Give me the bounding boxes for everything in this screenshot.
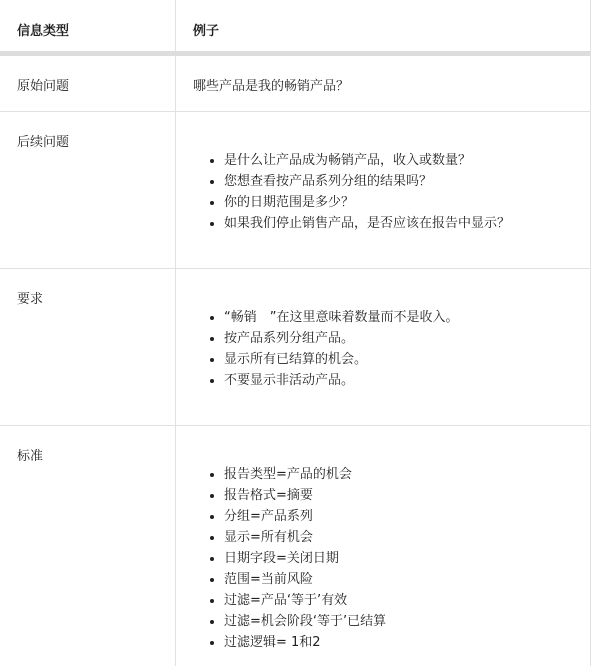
header-info-type: 信息类型 [0, 0, 176, 51]
table-row-original-question [0, 56, 590, 112]
list-item: • 日期字段=关闭日期 [224, 548, 580, 569]
row-label: 后续问题 [0, 112, 176, 268]
table-row-requirements [0, 269, 590, 426]
list-item: • 如果我们停止销售产品，是否应该在报告中显示？ [224, 213, 580, 234]
list-item: • 是什么让产品成为畅销产品，收入或数量？ [224, 150, 580, 171]
followup-list [193, 150, 580, 234]
list-item: • 显示所有已结算的机会。 [224, 349, 580, 370]
list-item: • 不要显示非活动产品。 [224, 370, 580, 391]
row-value [176, 426, 590, 666]
list-item: • 您想查看按产品系列分组的结果吗？ [224, 171, 580, 192]
list-item: • 范围=当前风险 [224, 569, 580, 590]
row-label: 原始问题 [0, 56, 176, 111]
list-item: • 报告类型=产品的机会 [224, 464, 580, 485]
list-item: • 你的日期范围是多少？ [224, 192, 580, 213]
row-value [176, 112, 590, 268]
table-header-row [0, 0, 590, 56]
requirements-list [193, 307, 580, 391]
table-row-followup-questions [0, 112, 590, 269]
list-item: • “畅销 ”在这里意味着数量而不是收入。 [224, 307, 580, 328]
row-label: 标准 [0, 426, 176, 666]
row-value [176, 269, 590, 425]
table-row-criteria [0, 426, 590, 666]
row-value: 哪些产品是我的畅销产品？ [193, 79, 350, 94]
header-example: 例子 [193, 24, 220, 39]
list-item: • 显示=所有机会 [224, 527, 580, 548]
list-item: • 过滤逻辑= 1和2 [224, 632, 580, 653]
list-item: • 过滤=机会阶段‘等于’已结算 [224, 611, 580, 632]
list-item: • 过滤=产品‘等于’有效 [224, 590, 580, 611]
list-item: • 分组=产品系列 [224, 506, 580, 527]
row-label: 要求 [0, 269, 176, 425]
list-item: • 报告格式=摘要 [224, 485, 580, 506]
criteria-list [193, 464, 580, 653]
list-item: • 按产品系列分组产品。 [224, 328, 580, 349]
